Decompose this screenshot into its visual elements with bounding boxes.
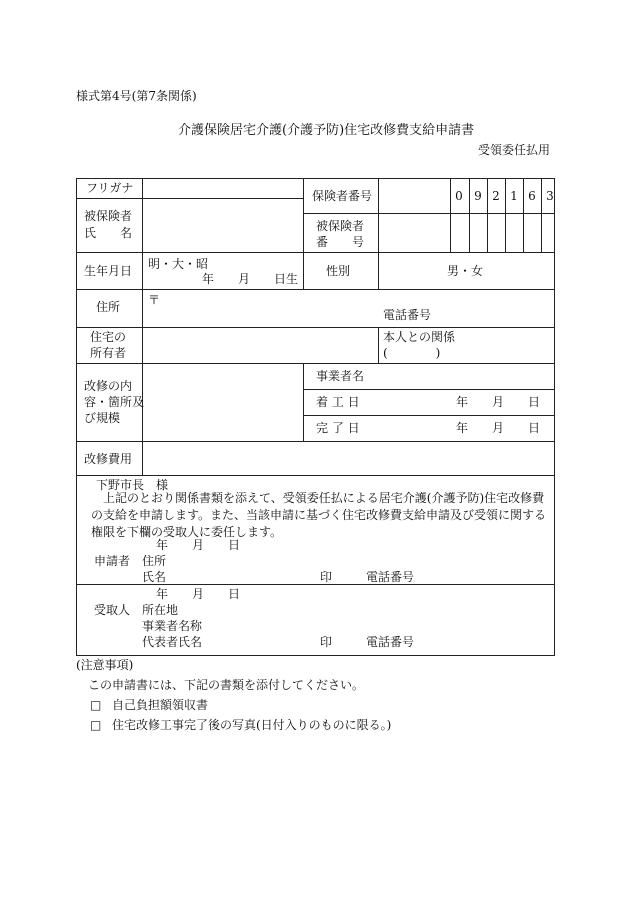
completion-date-label: 完 了 日 bbox=[316, 421, 360, 435]
completion-date-format: 年 月 日 bbox=[456, 421, 541, 435]
start-date-label: 着 工 日 bbox=[316, 395, 360, 409]
cost-label: 改修費用 bbox=[84, 452, 133, 466]
insured-name-label-line1: 被保険者 bbox=[84, 209, 133, 223]
applicant-date: 年 月 日 bbox=[156, 538, 241, 552]
birth-date-format: 年 月 日生 bbox=[202, 272, 299, 286]
checkbox-icon[interactable]: □ bbox=[90, 698, 102, 712]
applicant-seal: 印 bbox=[320, 570, 333, 584]
applicant-phone-field: 電話番号 bbox=[366, 570, 415, 584]
recipient-label: 受取人 bbox=[94, 603, 131, 617]
form-number: 様式第4号(第7条関係) bbox=[76, 89, 197, 103]
declaration-text: 上記のとおり関係書類を添えて、受領委任払による居宅介護(介護予防)住宅改修費の支給を申請します。また、当該申請に基づく住宅改修費支給申請及び受領に関する権限を下欄の受取人に委任します。 bbox=[91, 491, 547, 539]
phone-label: 電話番号 bbox=[383, 308, 432, 322]
relation-label: 本人との関係 bbox=[383, 330, 456, 344]
insurer-digit: 2 bbox=[492, 189, 500, 203]
address-label: 住所 bbox=[96, 300, 121, 314]
insured-number-label-line1: 被保険者 bbox=[316, 219, 365, 233]
renovation-label-line3: び規模 bbox=[84, 411, 121, 425]
birth-eras: 明・大・昭 bbox=[148, 257, 209, 271]
renovation-label-line1: 改修の内 bbox=[84, 379, 133, 393]
applicant-name-field: 氏名 bbox=[142, 570, 167, 584]
recipient-date: 年 月 日 bbox=[156, 587, 241, 601]
furigana-label: フリガナ bbox=[86, 181, 134, 195]
relation-parentheses: ( ) bbox=[383, 346, 441, 360]
addressee: 下野市長 様 bbox=[96, 478, 169, 492]
sex-options: 男・女 bbox=[447, 264, 484, 278]
sex-label: 性別 bbox=[326, 264, 351, 278]
applicant-address-field: 住所 bbox=[142, 554, 167, 568]
recipient-location-field: 所在地 bbox=[142, 603, 179, 617]
form-subtitle: 受領委任払用 bbox=[478, 143, 551, 157]
insurer-digit: 9 bbox=[474, 189, 482, 203]
recipient-representative-field: 代表者氏名 bbox=[142, 635, 203, 649]
contractor-label: 事業者名 bbox=[316, 369, 365, 383]
note-item: 住宅改修工事完了後の写真(日付入りのものに限る。) bbox=[112, 718, 392, 732]
notes-intro: この申請書には、下記の書類を添付してください。 bbox=[88, 678, 365, 692]
postal-mark: 〒 bbox=[148, 293, 161, 307]
insurer-digit: 6 bbox=[528, 189, 536, 203]
birth-date-label: 生年月日 bbox=[84, 264, 133, 278]
notes-heading: (注意事項) bbox=[76, 658, 134, 672]
applicant-label: 申請者 bbox=[94, 554, 131, 568]
owner-label-line1: 住宅の bbox=[90, 330, 127, 344]
recipient-seal: 印 bbox=[320, 635, 333, 649]
form-title: 介護保険居宅介護(介護予防)住宅改修費支給申請書 bbox=[178, 123, 475, 138]
recipient-phone-field: 電話番号 bbox=[366, 635, 415, 649]
insurer-digit: 0 bbox=[455, 189, 463, 203]
recipient-company-field: 事業者名称 bbox=[142, 619, 203, 633]
insured-number-label-line2: 番 号 bbox=[316, 235, 365, 249]
insurer-digit: 3 bbox=[546, 189, 554, 203]
insured-name-label-line2: 氏 名 bbox=[84, 226, 133, 240]
renovation-label-line2: 容・箇所及 bbox=[84, 395, 145, 409]
insurer-number-label: 保険者番号 bbox=[312, 189, 373, 203]
application-form-table bbox=[76, 178, 555, 655]
owner-label-line2: 所有者 bbox=[90, 346, 127, 360]
start-date-format: 年 月 日 bbox=[456, 395, 541, 409]
note-item: 自己負担額領収書 bbox=[112, 698, 209, 712]
checkbox-icon[interactable]: □ bbox=[90, 718, 102, 732]
insurer-digit: 1 bbox=[510, 189, 518, 203]
